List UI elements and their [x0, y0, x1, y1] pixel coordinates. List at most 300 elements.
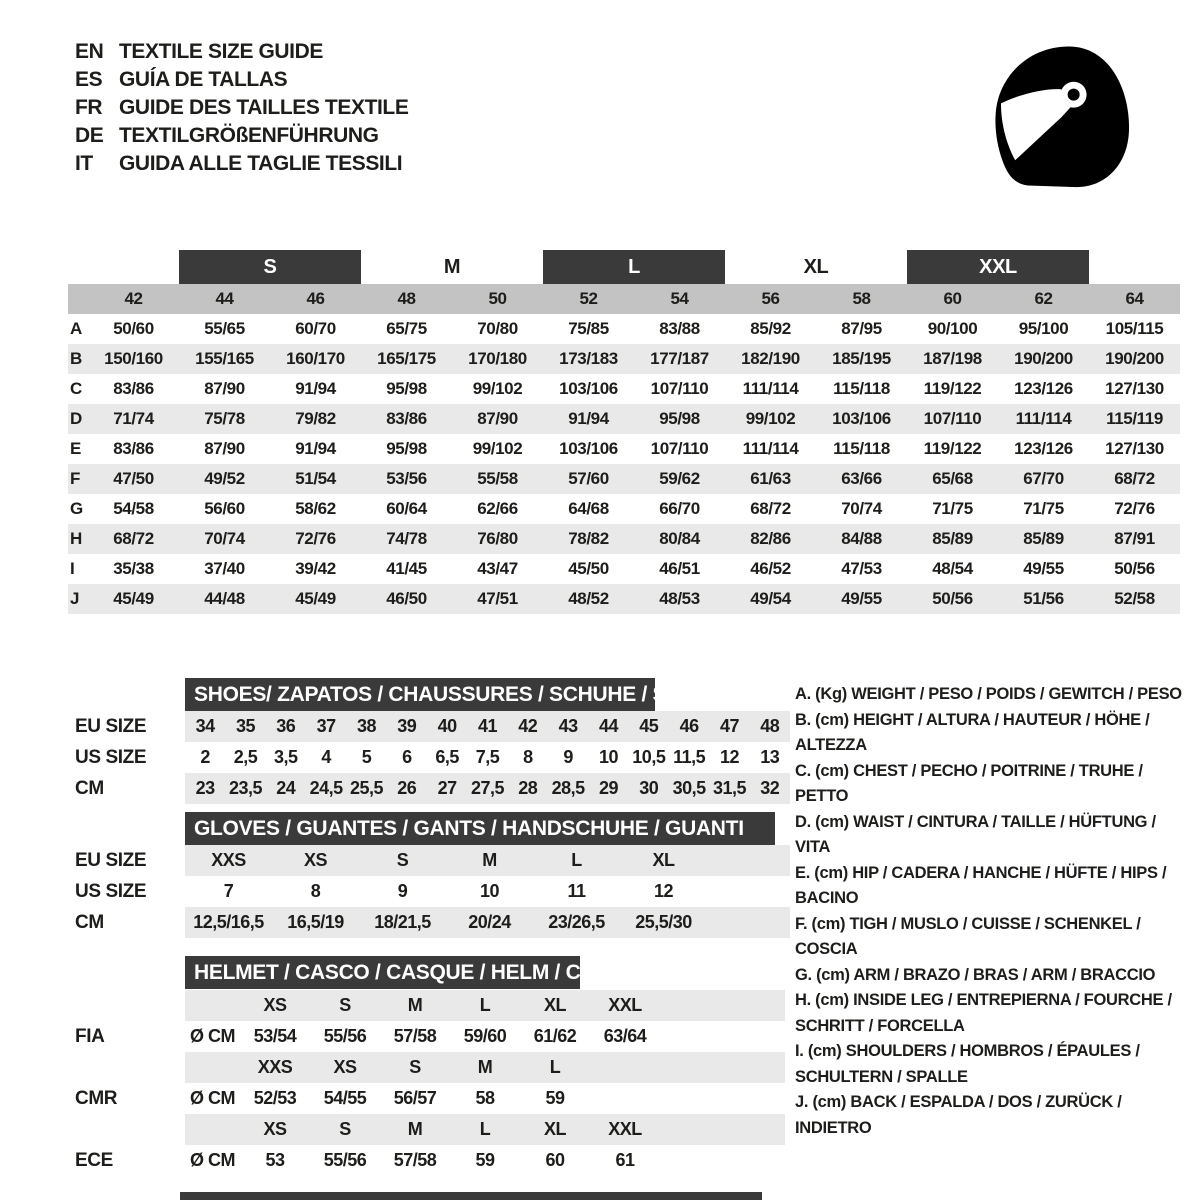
size-group-l: L: [543, 250, 725, 284]
measurement-cell: 119/122: [923, 379, 982, 398]
numeric-size-cell: 52: [579, 289, 598, 308]
measurement-cell: 50/56: [1114, 559, 1155, 578]
language-code: FR: [75, 96, 103, 119]
row-letter: B: [70, 349, 82, 368]
helmet-size-cell: XS: [310, 1052, 380, 1083]
measurement-cell: 107/110: [923, 409, 982, 428]
measurement-cell: 44/48: [204, 589, 245, 608]
row-letter: I: [70, 559, 75, 578]
shoes-cell: 23: [185, 773, 225, 804]
measurement-cell: 127/130: [1105, 439, 1164, 458]
measurement-row-f: [68, 464, 1180, 494]
shoes-cell: 9: [563, 747, 573, 767]
gloves-size-table: [68, 812, 790, 938]
filler-cell: [660, 1083, 785, 1114]
visor-pivot-inner: [1068, 89, 1080, 101]
measurement-cell: 111/114: [742, 379, 799, 398]
measurement-cell: 95/98: [386, 439, 427, 458]
shoes-cell: 3,5: [274, 747, 298, 767]
gloves-row: [68, 907, 790, 938]
legend-line: E. (cm) HIP / CADERA / HANCHE / HÜFTE / HIPS / BACINO: [795, 863, 1167, 907]
measurement-cell: 83/86: [113, 379, 154, 398]
size-group-header-row: [68, 250, 1180, 284]
measurement-cell: 85/92: [750, 319, 791, 338]
gloves-cell: S: [359, 845, 446, 876]
filler-cell: [660, 1021, 785, 1052]
measurement-cell: 83/86: [386, 409, 427, 428]
measurement-cell: 95/98: [386, 379, 427, 398]
legend-line: D. (cm) WAIST / CINTURA / TAILLE / HÜFTUNG / VITA: [795, 812, 1156, 856]
shoes-cell: 30: [629, 773, 669, 804]
size-group-xxl: XXL: [907, 250, 1089, 284]
filler-cell: [707, 845, 790, 876]
filler-cell: [660, 990, 785, 1021]
measurement-cell: 71/75: [932, 499, 973, 518]
measurement-cell: 87/90: [204, 439, 245, 458]
measurement-cell: 87/90: [477, 409, 518, 428]
numeric-size-cell: 60: [943, 289, 962, 308]
measurement-row-h: [68, 524, 1180, 554]
measurement-cell: 79/82: [295, 409, 336, 428]
measurement-cell: 155/165: [195, 349, 254, 368]
size-group-xl: XL: [803, 255, 829, 278]
shoes-cell: 24: [266, 773, 306, 804]
gloves-cell: XXS: [185, 845, 272, 876]
helmet-unit-cell: Ø CM: [190, 1088, 235, 1108]
numeric-size-cell: 44: [215, 289, 234, 308]
shoes-cell: 10: [598, 747, 618, 767]
measurement-cell: 111/114: [742, 439, 799, 458]
measurement-cell: 182/190: [741, 349, 800, 368]
helmet-unit-cell: Ø CM: [190, 1026, 235, 1046]
shoes-cell: 23,5: [225, 773, 265, 804]
language-code: ES: [75, 68, 103, 91]
numeric-size-cell: 54: [670, 289, 689, 308]
measurement-cell: 99/102: [472, 439, 523, 458]
helmet-sizes-row: [68, 1114, 785, 1145]
measurement-cell: 87/95: [841, 319, 882, 338]
measurement-cell: 48/54: [932, 559, 973, 578]
helmet-value-cell: 57/58: [393, 1026, 437, 1046]
helmet-size-cell: S: [380, 1052, 450, 1083]
measurement-cell: 49/55: [1023, 559, 1064, 578]
language-title: GUIDA ALLE TAGLIE TESSILI: [119, 152, 403, 175]
size-group-s: S: [179, 250, 361, 284]
shoes-cell: 4: [321, 747, 331, 767]
measurement-cell: 74/78: [386, 529, 427, 548]
measurement-cell: 119/122: [923, 439, 982, 458]
numeric-size-cell: 46: [306, 289, 325, 308]
measurement-cell: 82/86: [750, 529, 791, 548]
filler-cell: [660, 1145, 785, 1176]
helmet-sizes-row: [68, 990, 785, 1021]
shoes-cell: 42: [508, 711, 548, 742]
measurement-cell: 63/66: [841, 469, 882, 488]
measurement-cell: 49/55: [841, 589, 882, 608]
measurement-cell: 66/70: [659, 499, 700, 518]
language-row: [75, 68, 408, 96]
measurement-cell: 65/68: [932, 469, 973, 488]
numeric-size-row: [68, 284, 1180, 314]
spacer-cell: [185, 990, 240, 1021]
helmet-value-cell: 54/55: [323, 1088, 367, 1108]
helmet-section-title: HELMET / CASCO / CASQUE / HELM / CASCO: [194, 960, 640, 984]
row-letter: F: [70, 469, 80, 488]
measurement-cell: 177/187: [650, 349, 709, 368]
helmet-value-cell: 59: [545, 1088, 565, 1108]
measurement-cell: 55/58: [477, 469, 518, 488]
helmet-size-cell: M: [380, 1114, 450, 1145]
measurement-row-d: [68, 404, 1180, 434]
numeric-size-cell: 64: [1125, 289, 1144, 308]
textile-size-table: [68, 250, 1180, 614]
helmet-value-cell: 59/60: [463, 1026, 507, 1046]
measurement-cell: 39/42: [295, 559, 336, 578]
row-letter: D: [70, 409, 82, 428]
measurement-cell: 35/38: [113, 559, 154, 578]
spacer: [68, 1052, 185, 1083]
measurement-cell: 107/110: [650, 439, 709, 458]
gloves-cell: 16,5/19: [272, 907, 359, 938]
measurement-cell: 46/51: [659, 559, 700, 578]
shoes-cell: 36: [266, 711, 306, 742]
measurement-row-g: [68, 494, 1180, 524]
measurement-cell: 87/91: [1114, 529, 1155, 548]
measurement-cell: 75/85: [568, 319, 609, 338]
helmet-size-cell: S: [310, 1114, 380, 1145]
measurement-cell: 185/195: [832, 349, 891, 368]
shoes-cell: 13: [760, 747, 780, 767]
measurement-cell: 37/40: [204, 559, 245, 578]
language-title: GUIDE DES TAILLES TEXTILE: [119, 96, 409, 119]
shoes-cell: 32: [750, 773, 790, 804]
measurement-cell: 160/170: [286, 349, 345, 368]
language-title: GUÍA DE TALLAS: [119, 68, 288, 91]
language-row: [75, 96, 408, 124]
shoes-cell: 37: [306, 711, 346, 742]
shoes-cell: 46: [669, 711, 709, 742]
measurement-cell: 78/82: [568, 529, 609, 548]
measurement-cell: 41/45: [386, 559, 427, 578]
measurement-cell: 58/62: [295, 499, 336, 518]
legend-line: J. (cm) BACK / ESPALDA / DOS / ZURÜCK / INDIETRO: [795, 1093, 1122, 1137]
shoes-cell: 27: [427, 773, 467, 804]
filler-cell: [660, 1052, 785, 1083]
legend-line: H. (cm) INSIDE LEG / ENTREPIERNA / FOURCHE / SCHRITT / FORCELLA: [795, 991, 1172, 1035]
measurement-cell: 70/74: [841, 499, 882, 518]
shoes-cell: 39: [387, 711, 427, 742]
racing-helmet-icon: [982, 35, 1140, 197]
measurement-cell: 49/52: [204, 469, 245, 488]
helmet-size-cell: L: [520, 1052, 590, 1083]
shoes-cell: 2,5: [233, 747, 258, 767]
language-title: TEXTILE SIZE GUIDE: [119, 40, 323, 63]
gloves-cell: 8: [310, 881, 321, 901]
measurement-cell: 84/88: [841, 529, 882, 548]
language-title: TEXTILGRÖßENFÜHRUNG: [119, 124, 379, 147]
row-letter: C: [70, 379, 82, 398]
shoes-cell: 45: [629, 711, 669, 742]
gloves-cell: 11: [567, 881, 586, 901]
numeric-size-cell: 42: [124, 289, 143, 308]
numeric-size-cell: 62: [1034, 289, 1053, 308]
measurement-cell: 127/130: [1105, 379, 1164, 398]
measurement-row-b: [68, 344, 1180, 374]
helmet-values-row-ece: [68, 1145, 785, 1176]
helmet-value-cell: 60: [545, 1150, 565, 1170]
measurement-cell: 99/102: [745, 409, 796, 428]
legend-line: F. (cm) TIGH / MUSLO / CUISSE / SCHENKEL / COSCIA: [795, 914, 1141, 958]
helmet-size-cell: S: [310, 990, 380, 1021]
measurement-cell: 48/52: [568, 589, 609, 608]
gloves-cell: 9: [397, 881, 408, 901]
helmet-value-cell: 61: [615, 1150, 635, 1170]
gloves-cell: XS: [272, 845, 359, 876]
measurement-cell: 105/115: [1105, 319, 1164, 338]
measurement-row-c: [68, 374, 1180, 404]
spacer: [68, 284, 88, 314]
measurement-cell: 64/68: [568, 499, 609, 518]
helmet-values-row-cmr: [68, 1083, 785, 1114]
gloves-row: [68, 845, 790, 876]
cropped-bottom-bar: [180, 1192, 762, 1200]
filler-cell: [660, 1114, 785, 1145]
measurement-row-a: [68, 314, 1180, 344]
shoes-cell: 25,5: [346, 773, 386, 804]
language-code: IT: [75, 152, 93, 175]
measurement-cell: 60/64: [386, 499, 427, 518]
measurement-cell: 52/58: [1114, 589, 1155, 608]
numeric-size-cell: 48: [397, 289, 416, 308]
language-row: [75, 152, 408, 180]
measurement-cell: 95/100: [1018, 319, 1069, 338]
numeric-size-cell: 56: [761, 289, 780, 308]
measurement-cell: 103/106: [559, 439, 618, 458]
measurement-cell: 190/200: [1105, 349, 1164, 368]
helmet-standard-label: FIA: [68, 1021, 185, 1052]
legend-line: G. (cm) ARM / BRAZO / BRAS / ARM / BRACCIO: [795, 965, 1156, 984]
measurement-cell: 76/80: [477, 529, 518, 548]
shoes-row: [68, 773, 790, 804]
measurement-cell: 123/126: [1014, 379, 1073, 398]
measurement-cell: 68/72: [750, 499, 791, 518]
measurement-cell: 51/54: [295, 469, 336, 488]
measurement-cell: 51/56: [1023, 589, 1064, 608]
helmet-value-cell: 53/54: [253, 1026, 297, 1046]
measurement-cell: 50/56: [932, 589, 973, 608]
measurement-cell: 115/118: [833, 379, 890, 398]
measurement-cell: 65/75: [386, 319, 427, 338]
shoes-cell: 34: [185, 711, 225, 742]
language-code: DE: [75, 124, 104, 147]
gloves-cell: 7: [223, 881, 234, 901]
measurement-cell: 68/72: [113, 529, 154, 548]
spacer-cell: [185, 1052, 240, 1083]
helmet-section-header: [185, 956, 640, 989]
row-letter: J: [70, 589, 80, 608]
helmet-size-cell: XS: [240, 990, 310, 1021]
gloves-cell: 25,5/30: [620, 907, 707, 938]
measurement-cell: 72/76: [1114, 499, 1155, 518]
measurement-cell: 55/65: [204, 319, 245, 338]
shoes-cell: 7,5: [475, 747, 500, 767]
measurement-cell: 170/180: [468, 349, 527, 368]
shoes-row-label: US SIZE: [68, 742, 185, 773]
measurement-legend: [795, 682, 1195, 1141]
shoes-cell: 35: [225, 711, 265, 742]
row-letter: H: [70, 529, 82, 548]
row-letter: A: [70, 319, 82, 338]
shoes-cell: 31,5: [709, 773, 749, 804]
measurement-cell: 91/94: [295, 439, 336, 458]
measurement-cell: 71/74: [113, 409, 154, 428]
measurement-cell: 123/126: [1014, 439, 1073, 458]
size-group-m: M: [443, 255, 461, 278]
measurement-cell: 111/114: [1015, 409, 1072, 428]
shoes-cell: 6: [402, 747, 412, 767]
shoes-cell: 2: [200, 747, 210, 767]
helmet-value-cell: 55/56: [323, 1026, 367, 1046]
shoes-cell: 47: [709, 711, 749, 742]
measurement-cell: 107/110: [650, 379, 709, 398]
measurement-cell: 99/102: [472, 379, 523, 398]
shoes-row-label: CM: [68, 773, 185, 804]
measurement-cell: 187/198: [923, 349, 982, 368]
measurement-cell: 115/118: [833, 439, 890, 458]
legend-line: I. (cm) SHOULDERS / HOMBROS / ÉPAULES / SCHULTERN / SPALLE: [795, 1042, 1140, 1086]
shoes-section-header: [185, 678, 739, 711]
gloves-row-label: CM: [68, 907, 185, 938]
measurement-cell: 85/89: [932, 529, 973, 548]
helmet-size-cell: XL: [520, 990, 590, 1021]
measurement-cell: 56/60: [204, 499, 245, 518]
shoes-row: [68, 711, 790, 742]
measurement-cell: 115/119: [1106, 409, 1163, 428]
gloves-cell: 20/24: [446, 907, 533, 938]
language-code: EN: [75, 40, 104, 63]
helmet-values-row-fia: [68, 1021, 785, 1052]
helmet-sizes-row: [68, 1052, 785, 1083]
measurement-cell: 90/100: [927, 319, 978, 338]
shoes-cell: 43: [548, 711, 588, 742]
shoes-row: [68, 742, 790, 773]
gloves-cell: 12,5/16,5: [185, 907, 272, 938]
measurement-cell: 75/78: [204, 409, 245, 428]
measurement-cell: 47/50: [113, 469, 154, 488]
shoes-cell: 26: [387, 773, 427, 804]
helmet-size-cell: M: [380, 990, 450, 1021]
measurement-cell: 46/50: [386, 589, 427, 608]
measurement-cell: 53/56: [386, 469, 427, 488]
shoes-cell: 41: [467, 711, 507, 742]
measurement-cell: 173/183: [559, 349, 618, 368]
shoes-cell: 28,5: [548, 773, 588, 804]
measurement-cell: 45/50: [568, 559, 609, 578]
measurement-cell: 45/49: [295, 589, 336, 608]
helmet-size-cell: XXL: [590, 990, 660, 1021]
measurement-cell: 150/160: [104, 349, 163, 368]
shoes-cell: 10,5: [632, 747, 666, 767]
measurement-cell: 70/80: [477, 319, 518, 338]
gloves-cell: 18/21,5: [359, 907, 446, 938]
measurement-cell: 72/76: [295, 529, 336, 548]
measurement-cell: 50/60: [113, 319, 154, 338]
measurement-cell: 103/106: [832, 409, 891, 428]
measurement-cell: 68/72: [1114, 469, 1155, 488]
measurement-cell: 91/94: [568, 409, 609, 428]
gloves-row-label: US SIZE: [68, 876, 185, 907]
shoes-cell: 28: [508, 773, 548, 804]
measurement-cell: 43/47: [477, 559, 518, 578]
shoes-row-label: EU SIZE: [68, 711, 185, 742]
shoes-cell: 29: [588, 773, 628, 804]
shoes-cell: 12: [719, 747, 739, 767]
helmet-standard-label: ECE: [68, 1145, 185, 1176]
gloves-cell: XL: [620, 845, 707, 876]
shoes-cell: 11,5: [673, 747, 706, 767]
measurement-row-j: [68, 584, 1180, 614]
gloves-row: [68, 876, 790, 907]
helmet-unit-cell: Ø CM: [190, 1150, 235, 1170]
shoes-size-table: [68, 678, 790, 804]
shoes-cell: 8: [523, 747, 533, 767]
measurement-cell: 48/53: [659, 589, 700, 608]
measurement-cell: 62/66: [477, 499, 518, 518]
gloves-cell: M: [446, 845, 533, 876]
language-row: [75, 124, 408, 152]
measurement-cell: 54/58: [113, 499, 154, 518]
shoes-section-title: SHOES/ ZAPATOS / CHAUSSURES / SCHUHE / SCARPE: [194, 682, 739, 706]
helmet-value-cell: 52/53: [253, 1088, 297, 1108]
legend-line: C. (cm) CHEST / PECHO / POITRINE / TRUHE / PETTO: [795, 761, 1143, 805]
shoes-cell: 27,5: [467, 773, 507, 804]
helmet-value-cell: 56/57: [393, 1088, 437, 1108]
gloves-section-header: [185, 812, 775, 845]
filler-cell: [707, 907, 790, 938]
spacer: [1089, 250, 1180, 284]
spacer: [68, 250, 179, 284]
legend-line: A. (Kg) WEIGHT / PESO / POIDS / GEWITCH / PESO: [795, 685, 1182, 703]
shoes-cell: 6,5: [435, 747, 459, 767]
helmet-value-cell: [590, 1083, 660, 1114]
measurement-cell: 59/62: [659, 469, 700, 488]
measurement-cell: 61/63: [750, 469, 791, 488]
spacer-cell: [185, 1114, 240, 1145]
helmet-size-cell: L: [450, 1114, 520, 1145]
helmet-size-table: [68, 956, 785, 1176]
measurement-cell: 85/89: [1023, 529, 1064, 548]
measurement-cell: 83/88: [659, 319, 700, 338]
gloves-cell: L: [533, 845, 620, 876]
measurement-cell: 103/106: [559, 379, 618, 398]
language-row: [75, 40, 408, 68]
row-letter: G: [70, 499, 83, 518]
shoes-cell: 30,5: [669, 773, 709, 804]
measurement-cell: 71/75: [1023, 499, 1064, 518]
shoes-cell: 40: [427, 711, 467, 742]
helmet-standard-label: CMR: [68, 1083, 185, 1114]
helmet-size-cell: XXL: [590, 1114, 660, 1145]
helmet-size-cell: L: [450, 990, 520, 1021]
measurement-row-e: [68, 434, 1180, 464]
gloves-row-label: EU SIZE: [68, 845, 185, 876]
measurement-cell: 95/98: [659, 409, 700, 428]
helmet-size-cell: XXS: [240, 1052, 310, 1083]
helmet-size-cell: XL: [520, 1114, 590, 1145]
helmet-size-cell: XS: [240, 1114, 310, 1145]
helmet-value-cell: 59: [475, 1150, 495, 1170]
gloves-cell: 12: [653, 881, 674, 901]
